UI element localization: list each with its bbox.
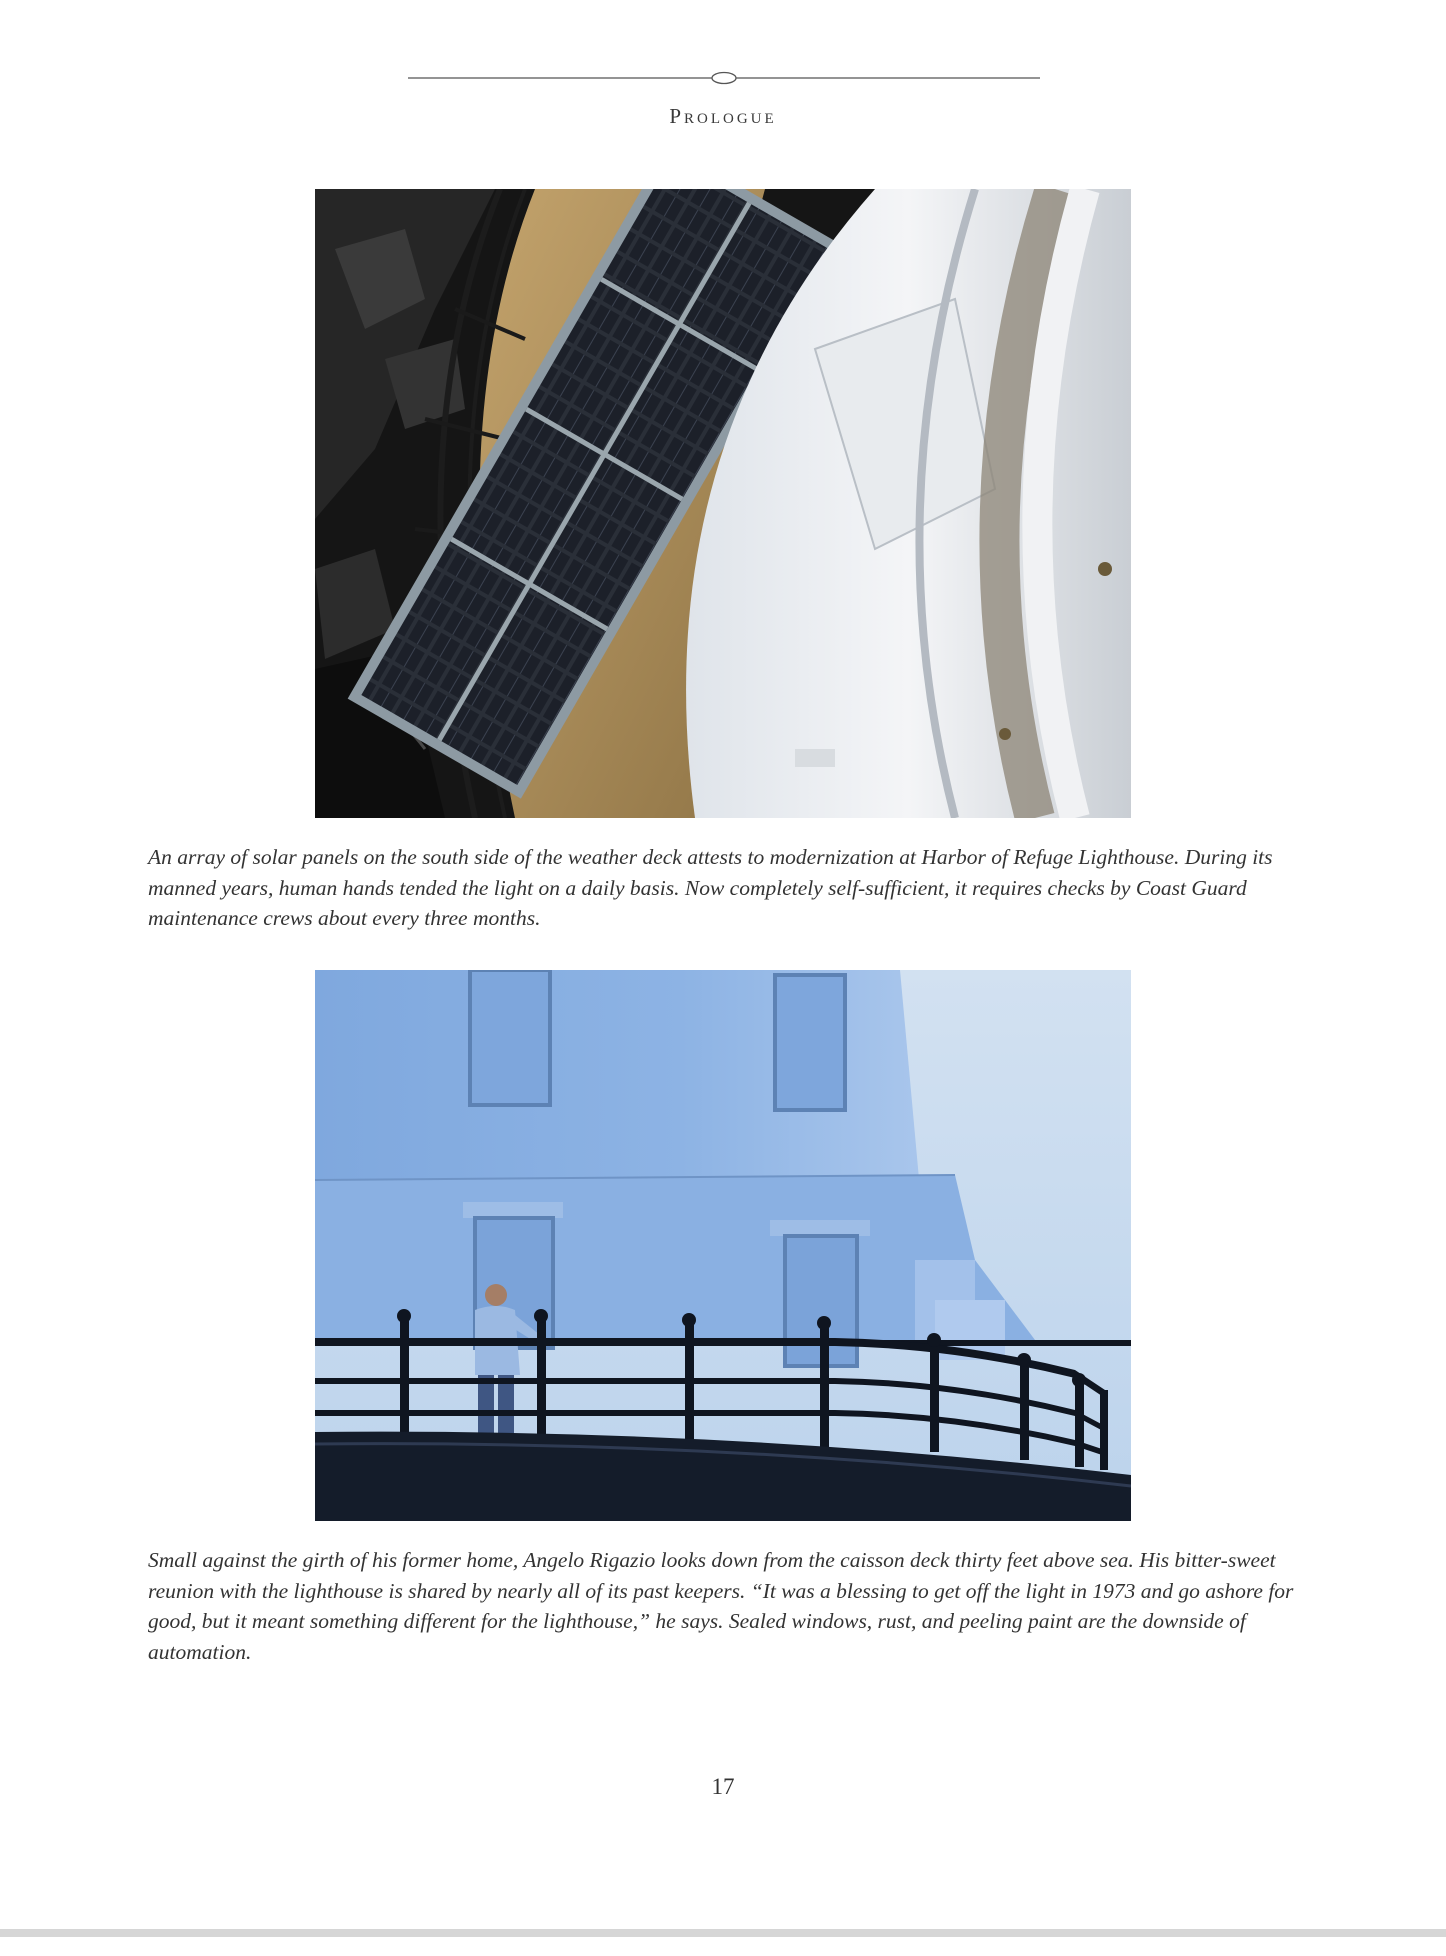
caisson-deck-caption: Small against the girth of his former home, Angelo Rigazio looks down from the caisson deck thirty feet above sea. His bitter-sweet reunion with the lighthouse is shared by nearly all of its past keepers. “It was a blessing to get off the light in 1973 and go ashore for good, but it meant something different for the lighthouse,” he says. Sealed windows, rust, and peeling paint are the downside of automation. [148,1548,1294,1664]
solar-panel-caption: An array of solar panels on the south side of the weather deck attests to modernization at Harbor of Refuge Lighthouse. During its manned years, human hands tended the light on a daily basis. Now completely self-sufficient, it requires checks by Coast Guard maintenance crews about every three months. [148,845,1273,930]
solar-panel-photo [315,189,1131,818]
running-title: Prologue [669,104,777,128]
caisson-deck-photo [315,970,1131,1521]
viewer-bottom-bar [0,1929,1446,1937]
header-ornament-rule [408,69,1040,87]
page-number: 17 [711,1774,735,1799]
